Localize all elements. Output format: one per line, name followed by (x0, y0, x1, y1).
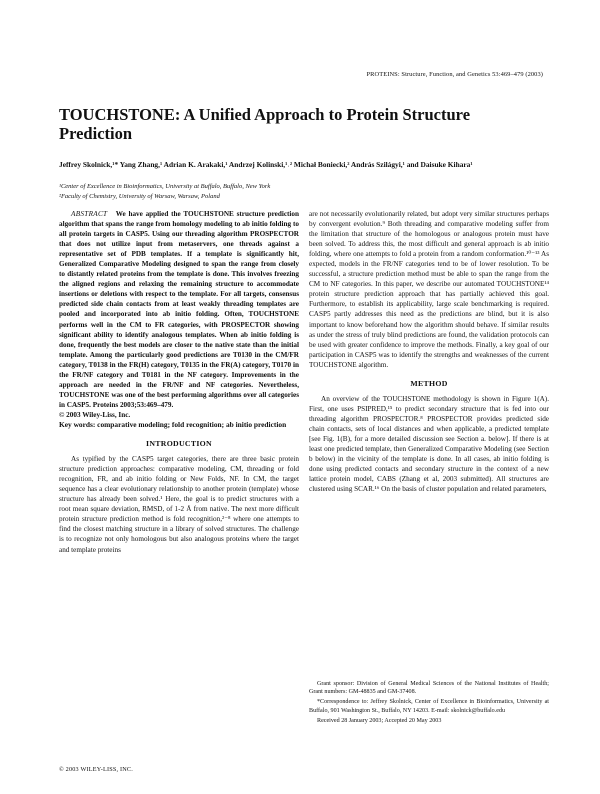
introduction-continued: are not necessarily evolutionarily related, but adopt very similar structures perhaps by convergent evolution.⁹ Both threading and comparative modeling suffer from the limitation that structure of the homologous or analogous protein must have been solved. To address this, the most difficult and general approach is ab initio folding, where one attempts to fold a protein from a random conformation.¹⁰⁻¹³ As expected, models in the FR/NF categories tend to be of lower resolution. To be successful, a structure prediction method must be able to span the range from the CM to NF categories. In this paper, we describe our automated TOUCHSTONE¹⁴ protein structure prediction approach that has partially achieved this goal. Furthermore, to establish its applicability, large scale benchmarking is required. CASP5 partly addresses this need as the predictions are blind, but it is also important to know beforehand how the algorithm should behave. If similar results as under the stress of truly blind predictions are found, the validation protocols can be used with greater confidence to improve the methods. Finally, a key goal of our participation in CASP5 was to identify the strengths and weaknesses of the current TOUCHSTONE algorithm. (309, 210, 549, 369)
right-column (309, 209, 549, 494)
keywords: Key words: comparative modeling; fold recognition; ab initio prediction (59, 419, 287, 429)
left-column (59, 209, 299, 555)
method-heading: METHOD (410, 378, 448, 388)
footnotes (309, 680, 549, 725)
affiliation-1: ¹Center of Excellence in Bioinformatics, University at Buffalo, Buffalo, New York (59, 183, 271, 190)
abstract-copyright: © 2003 Wiley-Liss, Inc. (59, 410, 131, 419)
abstract-text: We have applied the TOUCHSTONE structure prediction algorithm that spans the range from homology modeling to ab initio folding to all protein targets in CASP5. Using our threading algorithm PROSPECTOR that does not utilize input from metaservers, one threads against a representative set of PDB templates. If a template is significantly hit, Generalized Comparative Modeling designed to span the range from closely to distantly related proteins from the template is done. This involves freezing the aligned regions and relaxing the remaining structure to accommodate insertions or deletions with respect to the template. For all targets, consensus predicted side chain contacts from at least weakly threading templates are pooled and incorporated into ab initio folding. Often, TOUCHSTONE performs well in the CM to FR categories, with PROSPECTOR showing significant ability to identify analogous templates. When ab initio folding is done, frequently the best models are closer to the native state than the initial template. Among the particularly good predictions are T0130 in the CM/FR category, T0138 in the FR(H) category, T0135 in the FR(A) category, T0170 in the FR/NF category and T0181 in the NF category. Improvements in the approach are needed in the FR/NF and NF categories. Nevertheless, TOUCHSTONE was one of the best performing algorithms over all categories in CASP5. Proteins 2003;53:469–479. (59, 210, 299, 409)
running-head: PROTEINS: Structure, Function, and Genetics 53:469–479 (2003) (366, 71, 543, 78)
method-text: An overview of the TOUCHSTONE methodology is shown in Figure 1(A). First, one uses PSIPRED,¹⁵ to predict secondary structure that is fed into our threading algorithm PROSPECTOR.⁸ PROSPECTOR provides predicted side chain contacts, sets of local distances and when applicable, a predicted template [see Fig. 1(B), for a more detailed discussion see Section a. below]. If there is at least one predicted template, then Generalized Comparative Modeling (see Section b below) in the vicinity of the template is done. In all cases, ab initio folding is done using predicted contacts and secondary structure in the context of a new lattice protein model, CABS (Zhang et al, 2003 submitted). All structures are clustered using SCAR.¹⁶ On the basis of cluster population and related parameters, (309, 394, 549, 494)
abstract (59, 209, 299, 410)
introduction-heading: INTRODUCTION (146, 439, 212, 449)
affiliation-2: ²Faculty of Chemistry, University of Warsaw, Warsaw, Poland (59, 193, 220, 200)
article-title: TOUCHSTONE: A Unified Approach to Protein Structure Prediction (59, 105, 471, 143)
author-list: Jeffrey Skolnick,¹* Yang Zhang,¹ Adrian K. Arakaki,¹ Andrzej Kolinski,¹˒² Michał Boniecki,² András Szilágyi,¹ and Daisuke Kihara¹ (59, 160, 473, 169)
footnote-received: Received 28 January 2003; Accepted 20 May 2003 (317, 717, 442, 724)
footnote-grant: Grant sponsor: Division of General Medical Sciences of the National Institutes of Health; Grant numbers: GM-48835 and GM-37408. (309, 681, 549, 696)
footnote-correspondence: *Correspondence to: Jeffrey Skolnick, Center of Excellence in Bioinformatics, University at Buffalo, 901 Washington St., Buffalo, NY 14203. E-mail: skolnick@buffalo.edu (309, 699, 549, 714)
abstract-label: ABSTRACT (71, 210, 108, 218)
introduction-text: As typified by the CASP5 target categories, there are three basic protein structure prediction approaches: comparative modeling, CM, threading or fold recognition, FR, and ab initio folding or New Folds, NF. In CM, the target sequence has a clear evolutionary relationship to another protein (template) whose structure has already been solved.¹ Here, the goal is to predict structures with a root mean square deviation, RMSD, of 1-2 Å from native. The next more difficult protein structure prediction method is fold recognition,²⁻⁸ where one attempts to find the closest matching structure in a library of solved structures. The challenge is to recognize not only homologous but also analogous proteins where the target and template proteins (59, 455, 299, 554)
publisher-copyright: © 2003 WILEY-LISS, INC. (59, 766, 133, 773)
